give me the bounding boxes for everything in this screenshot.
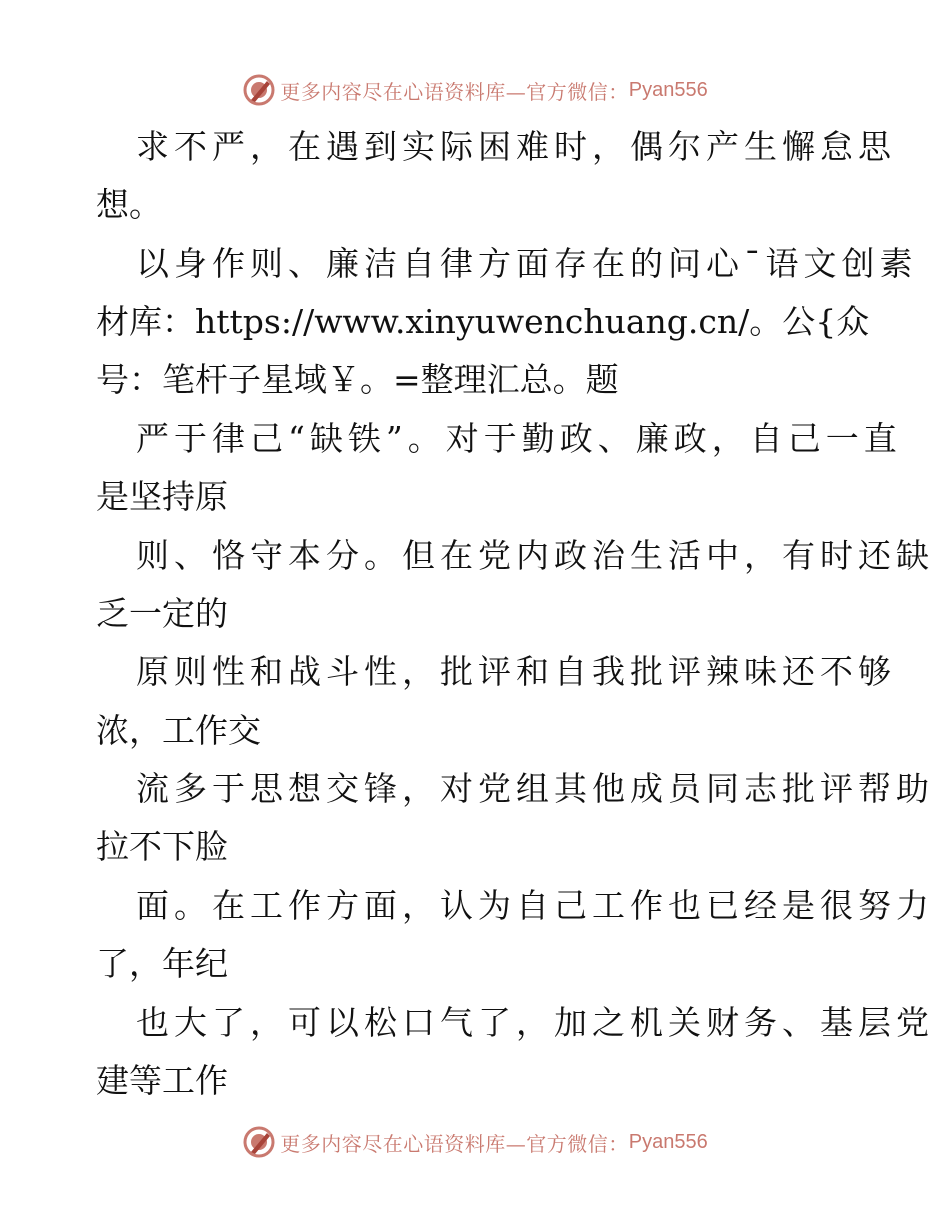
watermark-wechat-id: Pyan556 [628, 1130, 708, 1153]
text-line: 求不严，在遇到实际困难时，偶尔产生懈怠思 [136, 127, 896, 166]
pen-logo-icon [242, 1125, 276, 1159]
text-line: 建等工作 [96, 1061, 228, 1100]
text-line: 是坚持原 [96, 477, 228, 516]
text-line: 想。 [96, 185, 162, 224]
footer-watermark [0, 1122, 950, 1162]
watermark-wechat-id: Pyan556 [628, 78, 708, 101]
text-line: 流多于思想交锋，对党组其他成员同志批评帮助 [136, 769, 934, 808]
watermark-text: 更多内容尽在心语资料库—官方微信： [280, 79, 629, 104]
text-line: 以身作则、廉洁自律方面存在的问心¯语文创素 [136, 244, 918, 283]
text-line: 号：笔杆子星域￥。=整理汇总。题 [96, 360, 619, 399]
text-line: 原则性和战斗性，批评和自我批评辣味还不够 [136, 652, 896, 691]
text-line: 乏一定的 [96, 594, 228, 633]
watermark-text: 更多内容尽在心语资料库—官方微信： [280, 1131, 629, 1156]
text-line: 则、恪守本分。但在党内政治生活中，有时还缺 [136, 536, 934, 575]
text-line: 拉不下脸 [96, 827, 228, 866]
text-line: 材库：https://www.xinyuwenchuang.cn/。公{众 [96, 302, 870, 341]
text-line: 浓，工作交 [96, 711, 261, 750]
text-line: 严于律己“缺铁”。对于勤政、廉政，自己一直 [136, 419, 902, 458]
pen-logo-icon [242, 73, 276, 107]
text-line: 也大了，可以松口气了，加之机关财务、基层党 [136, 1003, 934, 1042]
text-line: 面。在工作方面，认为自己工作也已经是很努力 [136, 886, 934, 925]
text-line: 了，年纪 [96, 944, 228, 983]
header-watermark [0, 70, 950, 110]
